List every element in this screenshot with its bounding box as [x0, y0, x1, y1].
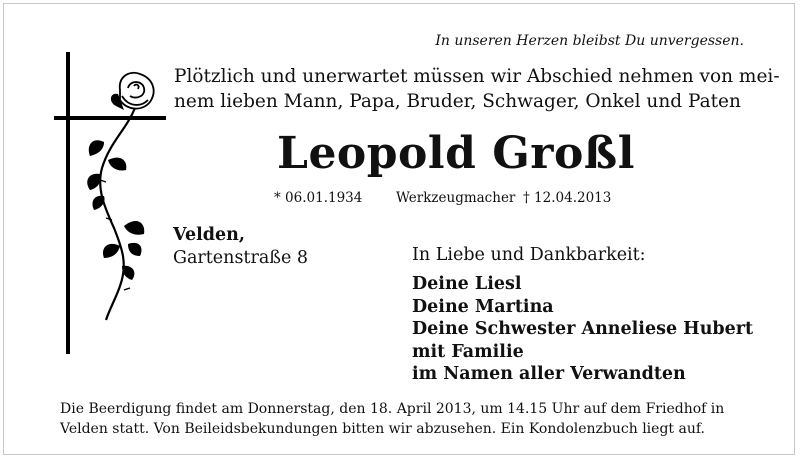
mourner-name: Deine Liesl [412, 274, 522, 294]
intro-line: nem lieben Mann, Papa, Bruder, Schwager, Onkel und Paten [174, 91, 741, 112]
intro-text [174, 64, 780, 114]
funeral-info-line: Velden statt. Von Beileidsbekundungen bitten wir abzusehen. Ein Kondolenzbuch liegt auf. [60, 421, 705, 437]
cross-with-rose-icon [40, 50, 180, 360]
intro-line: Plötzlich und unerwartet müssen wir Abschied nehmen von mei- [174, 66, 780, 87]
mourners-list [412, 273, 753, 386]
address-city: Velden, [173, 225, 245, 245]
death-date: † 12.04.2013 [523, 190, 612, 206]
birth-date: * 06.01.1934 [274, 190, 363, 206]
motto: In unseren Herzen bleibst Du unvergessen. [435, 33, 744, 49]
mourner-name: Deine Martina [412, 296, 554, 317]
mourner-name: mit Familie [412, 341, 524, 362]
mourner-name: Deine Schwester Anneliese Hubert [412, 319, 754, 339]
deceased-name: Leopold Großl [277, 128, 635, 179]
funeral-info-line: Die Beerdigung findet am Donnerstag, den 18. April 2013, um 14.15 Uhr auf dem Friedhof in [60, 401, 725, 417]
mourner-name: im Namen aller Verwandten [412, 364, 686, 384]
thanks-heading: In Liebe und Dankbarkeit: [412, 245, 646, 265]
funeral-info [60, 399, 724, 439]
address-street: Gartenstraße 8 [173, 248, 308, 268]
profession: Werkzeugmacher [396, 190, 516, 206]
